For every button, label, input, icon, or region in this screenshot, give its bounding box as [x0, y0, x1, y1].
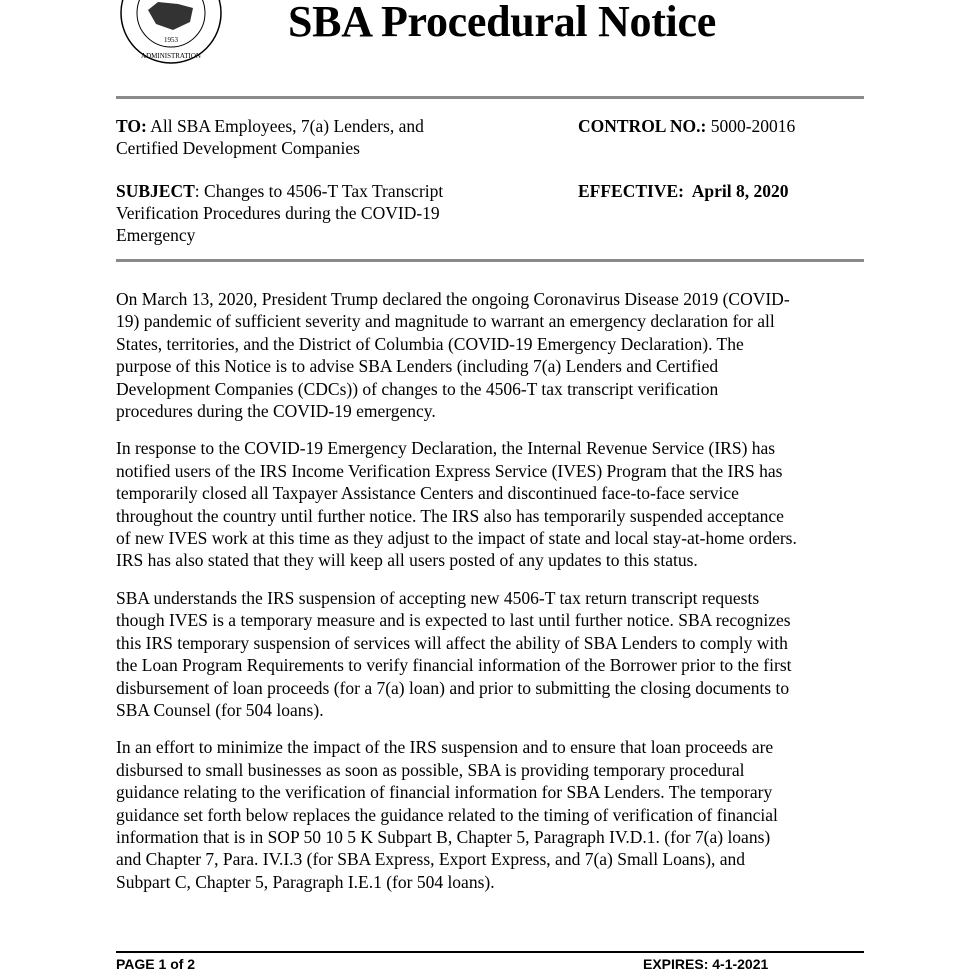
effective-label: EFFECTIVE:: [578, 181, 684, 201]
text-line: guidance relating to the verification of financial information for SBA Lenders. The temporary: [116, 782, 773, 803]
paragraph-3: [116, 587, 876, 721]
text-line: Subpart C, Chapter 5, Paragraph I.E.1 (for 504 loans).: [116, 871, 495, 892]
text-line: temporarily closed all Taxpayer Assistance Centers and discontinued face-to-face service: [116, 483, 739, 504]
text-line: the Loan Program Requirements to verify financial information of the Borrower prior to the first: [116, 655, 792, 676]
text-line: Development Companies (CDCs)) of changes to the 4506-T tax transcript verification: [116, 378, 719, 399]
control-label: CONTROL NO.:: [578, 116, 707, 136]
expiration-date: EXPIRES: 4-1-2021: [643, 956, 769, 972]
to-line: All SBA Employees, 7(a) Lenders, and: [146, 116, 424, 136]
text-line: SBA Counsel (for 504 loans).: [116, 699, 324, 720]
memo-divider: [116, 259, 864, 262]
subject-line: Emergency: [116, 225, 196, 245]
text-line: notified users of the IRS Income Verification Express Service (IVES) Program that the IRS has: [116, 460, 783, 481]
subject-line: Verification Procedures during the COVID-19: [116, 203, 440, 223]
text-line: throughout the country until further notice. The IRS also has temporarily suspended acceptance: [116, 505, 784, 526]
effective-date: [578, 180, 789, 202]
page-title: SBA Procedural Notice: [288, 0, 716, 46]
text-line: In response to the COVID-19 Emergency Declaration, the Internal Revenue Service (IRS) has: [116, 438, 776, 459]
text-line: of new IVES work at this time as they adjust to the impact of state and local stay-at-home orders.: [116, 528, 797, 549]
seal-text: ADMINISTRATION: [141, 52, 201, 60]
text-line: purpose of this Notice is to advise SBA Lenders (including 7(a) Lenders and Certified: [116, 356, 719, 377]
paragraph-2: [116, 437, 876, 571]
to-label: TO:: [116, 116, 147, 136]
control-number: [578, 115, 795, 137]
subject-block: [116, 180, 443, 246]
text-line: In an effort to minimize the impact of the IRS suspension and to ensure that loan proceeds are: [116, 737, 774, 758]
header-divider: [116, 96, 864, 99]
control-value: 5000-20016: [706, 116, 796, 136]
paragraph-1: [116, 288, 876, 422]
text-line: and Chapter 7, Para. IV.I.3 (for SBA Express, Export Express, and 7(a) Small Loans), and: [116, 849, 746, 870]
text-line: though IVES is a temporary measure and is expected to last until further notice. SBA recognizes: [116, 610, 791, 631]
text-line: IRS has also stated that they will keep all users posted of any updates to this status.: [116, 550, 698, 571]
paragraph-4: [116, 736, 876, 893]
subject-line: : Changes to 4506-T Tax Transcript: [194, 181, 444, 201]
text-line: procedures during the COVID-19 emergency.: [116, 401, 436, 422]
text-line: 19) pandemic of sufficient severity and magnitude to warrant an emergency declaration for all: [116, 311, 775, 332]
to-block: [116, 115, 424, 159]
text-line: States, territories, and the District of Columbia (COVID-19 Emergency Declaration). The: [116, 333, 744, 354]
seal-year: 1953: [164, 36, 178, 44]
text-line: information that is in SOP 50 10 5 K Subpart B, Chapter 5, Paragraph IV.D.1. (for 7(a) loans): [116, 826, 771, 847]
to-line: Certified Development Companies: [116, 138, 360, 158]
subject-label: SUBJECT: [116, 181, 195, 201]
page-number: PAGE 1 of 2: [116, 956, 196, 972]
text-line: this IRS temporary suspension of services will affect the ability of SBA Lenders to comply with: [116, 632, 788, 653]
text-line: SBA understands the IRS suspension of accepting new 4506-T tax return transcript requests: [116, 587, 760, 608]
sba-seal-logo: [118, 0, 224, 66]
notice-body: [116, 288, 876, 908]
text-line: disbursement of loan proceeds (for a 7(a) loan) and prior to submitting the closing documents to: [116, 677, 790, 698]
text-line: disbursed to small businesses as soon as possible, SBA is providing temporary procedural: [116, 759, 745, 780]
effective-value: April 8, 2020: [683, 181, 789, 201]
text-line: guidance set forth below replaces the guidance related to the timing of verification of financial: [116, 804, 778, 825]
text-line: On March 13, 2020, President Trump declared the ongoing Coronavirus Disease 2019 (COVID-: [116, 289, 790, 309]
footer-divider: [116, 951, 864, 953]
